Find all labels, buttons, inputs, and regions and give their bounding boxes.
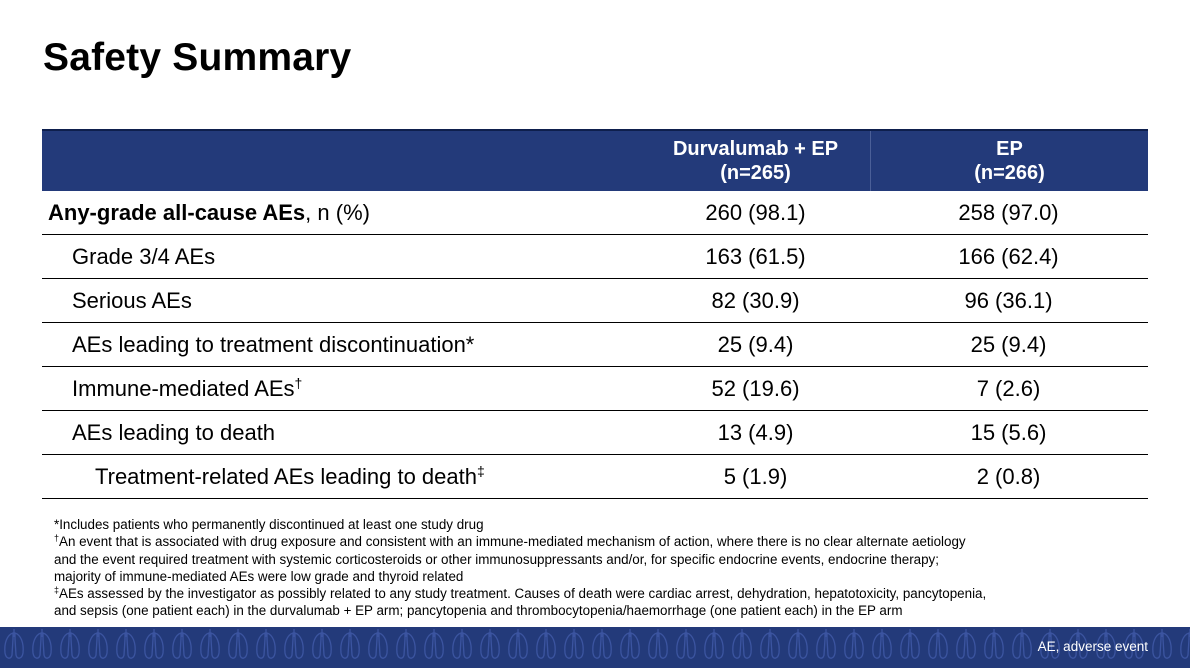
footnote-dagger-line1: [54, 533, 1134, 550]
double-dagger-mark: ‡: [54, 585, 60, 596]
cell-ep: 15 (5.6): [970, 419, 1047, 445]
abbreviation-note: AE, adverse event: [1037, 639, 1148, 654]
cell-durvalumab-ep: 13 (4.9): [717, 419, 794, 445]
row-label: AEs leading to death: [72, 419, 276, 445]
footnote-asterisk: *Includes patients who permanently discontinued at least one study drug: [54, 517, 484, 532]
row-label: AEs leading to treatment discontinuation*: [72, 331, 475, 357]
table-row: [42, 367, 1148, 411]
footnote-dagger-text: An event that is associated with drug exposure and consistent with an immune-mediated mechanism of action, where there is no clear alternate aetiology: [59, 534, 966, 550]
header-ep-name: EP: [996, 138, 1023, 160]
header-durvalumab-ep: [641, 131, 871, 191]
footnote-dagger-line2: and the event required treatment with systemic corticosteroids or other immunosuppressants and/or, for specific endocrine events, endocrine therapy;: [54, 551, 939, 567]
row-label: [42, 200, 641, 226]
cell-ep: 25 (9.4): [970, 331, 1047, 357]
row-label-text: Treatment-related AEs leading to death: [95, 463, 477, 489]
header-durvalumab-ep-n: (n=265): [720, 162, 791, 184]
footnote-double-dagger-line2: and sepsis (one patient each) in the durvalumab + EP arm; pancytopenia and thrombocytopenia/haemorrhage (one patient each) in the EP arm: [54, 603, 903, 619]
footnote-double-dagger-line1: [54, 585, 1134, 602]
cell-ep: 96 (36.1): [964, 287, 1053, 313]
table-row: [42, 455, 1148, 499]
cell-durvalumab-ep: 163 (61.5): [705, 243, 806, 269]
cell-durvalumab-ep: 25 (9.4): [717, 331, 794, 357]
dagger-mark: †: [54, 533, 60, 544]
footer-band: [0, 627, 1190, 668]
row-label: [42, 464, 641, 490]
dagger-mark: †: [294, 374, 303, 391]
table-row: [42, 191, 1148, 235]
cell-durvalumab-ep: 52 (19.6): [711, 375, 800, 401]
cell-ep: 2 (0.8): [976, 463, 1041, 489]
footnotes: [54, 516, 1134, 620]
header-ep-n: (n=266): [974, 162, 1045, 184]
footnote-dagger-line3: majority of immune-mediated AEs were low grade and thyroid related: [54, 568, 464, 584]
table-row: [42, 235, 1148, 279]
table-header: [42, 129, 1148, 191]
row-label-bold: Any-grade all-cause AEs: [48, 199, 306, 225]
page-title: Safety Summary: [43, 36, 352, 79]
cell-ep: 258 (97.0): [958, 199, 1059, 225]
header-durvalumab-ep-name: Durvalumab + EP: [672, 138, 839, 160]
table-row: [42, 279, 1148, 323]
footnote-double-dagger-text: AEs assessed by the investigator as possibly related to any study treatment. Causes of death were cardiac arrest, dehydration, hepatotoxicity, pancytopenia,: [59, 586, 987, 602]
safety-table: [42, 129, 1148, 499]
header-ep: [871, 131, 1148, 191]
row-label-text: , n (%): [305, 199, 370, 225]
double-dagger-mark: ‡: [476, 462, 485, 479]
cell-durvalumab-ep: 5 (1.9): [723, 463, 788, 489]
cell-ep: 166 (62.4): [958, 243, 1059, 269]
header-empty-cell: [42, 131, 641, 191]
row-label-text: Immune-mediated AEs: [72, 375, 295, 401]
cell-ep: 7 (2.6): [976, 375, 1041, 401]
lung-pattern-decoration: [0, 627, 1190, 668]
cell-durvalumab-ep: 82 (30.9): [711, 287, 800, 313]
row-label: Grade 3/4 AEs: [72, 243, 216, 269]
table-row: [42, 323, 1148, 367]
table-row: [42, 411, 1148, 455]
row-label: Serious AEs: [72, 287, 192, 313]
cell-durvalumab-ep: 260 (98.1): [705, 199, 806, 225]
row-label: [42, 376, 641, 402]
